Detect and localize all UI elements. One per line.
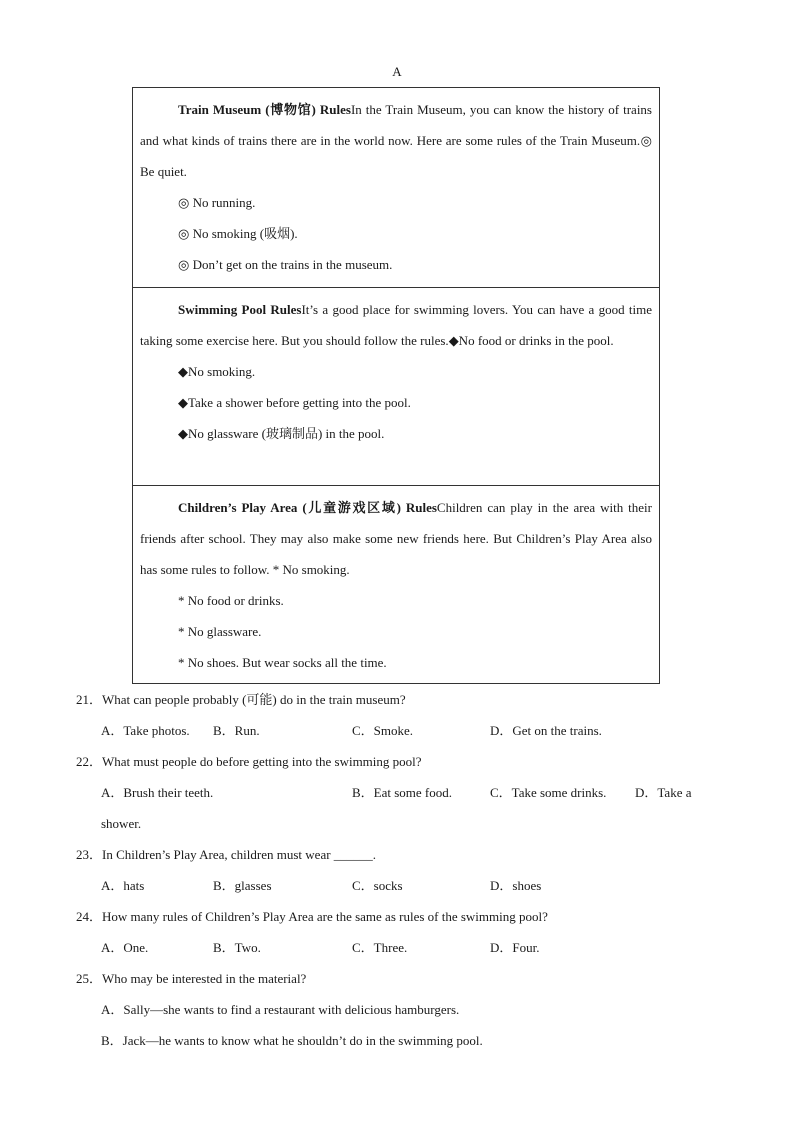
question: 25．Who may be interested in the material? [76, 971, 307, 986]
rule-item: ◆No smoking. [178, 364, 256, 379]
option-c: C．Take some drinks. [490, 785, 607, 800]
question: 21．What can people probably (可能) do in the train museum? [76, 692, 406, 707]
option-b: B．Run. [213, 723, 260, 738]
option-c: C．Three. [352, 940, 408, 955]
option-d: D．Take a [635, 785, 692, 800]
option-c: C．Smoke. [352, 723, 414, 738]
option-a: A．Brush their teeth. [101, 785, 214, 800]
play-area-intro [140, 492, 652, 585]
option-d-continued: shower. [101, 816, 142, 831]
question: 23．In Children’s Play Area, children must wear ______. [76, 847, 377, 862]
rule-item: ◆Take a shower before getting into the pool. [178, 395, 411, 410]
rule-item: ◆No glassware (玻璃制品) in the pool. [178, 426, 385, 441]
swimming-pool-title: Swimming Pool Rules [178, 302, 302, 317]
rules-table [132, 87, 660, 684]
train-museum-title: Train Museum (博物馆) Rules [178, 102, 351, 117]
rule-item: * No food or drinks. [178, 593, 284, 608]
option-d: D．shoes [490, 878, 542, 893]
option-b: B．glasses [213, 878, 272, 893]
option-d: D．Get on the trains. [490, 723, 602, 738]
rule-item: ◆No food or drinks in the pool. [448, 333, 614, 348]
question: 22．What must people do before getting into the swimming pool? [76, 754, 422, 769]
play-area-intro-text: Children can play in the area with their friends after school. They may also make some new friends here. But Children’s Play Area also has some rules to follow. [140, 500, 653, 577]
section-letter: A [392, 64, 402, 79]
rule-item: ◎ No smoking (吸烟). [178, 226, 298, 241]
option-a: A．Take photos. [101, 723, 190, 738]
option-a: A．hats [101, 878, 145, 893]
option-a: A．Sally—she wants to find a restaurant with delicious hamburgers. [101, 1002, 460, 1017]
options [101, 932, 716, 963]
option-b: B．Two. [213, 940, 261, 955]
train-museum-rules [133, 88, 659, 287]
play-area-rules [133, 485, 659, 683]
rule-item: * No glassware. [178, 624, 262, 639]
train-museum-intro-text: In the Train Museum, you can know the history of trains and what kinds of trains there are in the world now. Here are some rules of the Train Museum. [140, 102, 652, 148]
play-area-title: Children’s Play Area (儿童游戏区域) Rules [178, 500, 437, 515]
option-a: A．One. [101, 940, 149, 955]
option-b: B．Eat some food. [352, 785, 453, 800]
rule-item: ◎ Don’t get on the trains in the museum. [178, 257, 393, 272]
options [101, 715, 716, 746]
swimming-pool-rules [133, 287, 659, 485]
options [101, 777, 716, 808]
rule-item: ◎ No running. [178, 195, 256, 210]
rule-item: ◎ Be quiet. [140, 133, 653, 179]
option-b: B．Jack—he wants to know what he shouldn’t do in the swimming pool. [101, 1033, 483, 1048]
options [101, 870, 716, 901]
option-c: C．socks [352, 878, 403, 893]
rule-item: * No shoes. But wear socks all the time. [178, 655, 387, 670]
train-museum-intro [140, 94, 652, 187]
swimming-pool-intro [140, 294, 652, 356]
swimming-pool-intro-text: It’s a good place for swimming lovers. You can have a good time taking some exercise here. But you should follow the rules. [140, 302, 653, 348]
question: 24．How many rules of Children’s Play Area are the same as rules of the swimming pool? [76, 909, 548, 924]
rule-item: * No smoking. [272, 562, 350, 577]
questions [76, 684, 716, 1056]
option-d: D．Four. [490, 940, 540, 955]
